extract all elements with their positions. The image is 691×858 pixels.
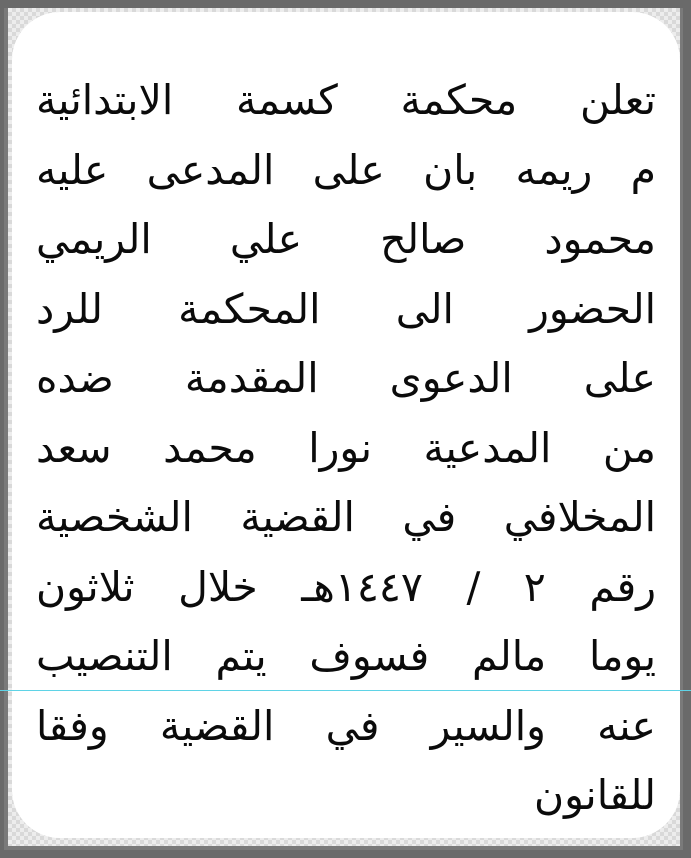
notice-line-1: تعلن محكمة كسمة الابتدائية xyxy=(36,76,656,124)
notice-line-6: من المدعية نورا محمد سعد xyxy=(36,423,656,472)
court-notice-text xyxy=(36,66,656,831)
notice-line-2: م ريمه بان على المدعى عليه xyxy=(36,145,656,194)
notice-line-9: يوما مالم فسوف يتم التنصيب xyxy=(36,632,656,680)
notice-line-8: رقم ٢ / ١٤٤٧هـ خلال ثلاثون xyxy=(36,562,657,611)
notice-line-11: للقانون xyxy=(534,771,656,819)
notice-line-10: عنه والسير في القضية وفقا xyxy=(36,701,656,750)
notice-line-3: محمود صالح علي الريمي xyxy=(36,215,656,263)
notice-line-7: المخلافي في القضية الشخصية xyxy=(36,493,656,541)
notice-line-4: الحضور الى المحكمة للرد xyxy=(36,284,656,333)
editor-guide-line xyxy=(0,690,691,691)
notice-line-5: على الدعوى المقدمة ضده xyxy=(36,354,656,402)
